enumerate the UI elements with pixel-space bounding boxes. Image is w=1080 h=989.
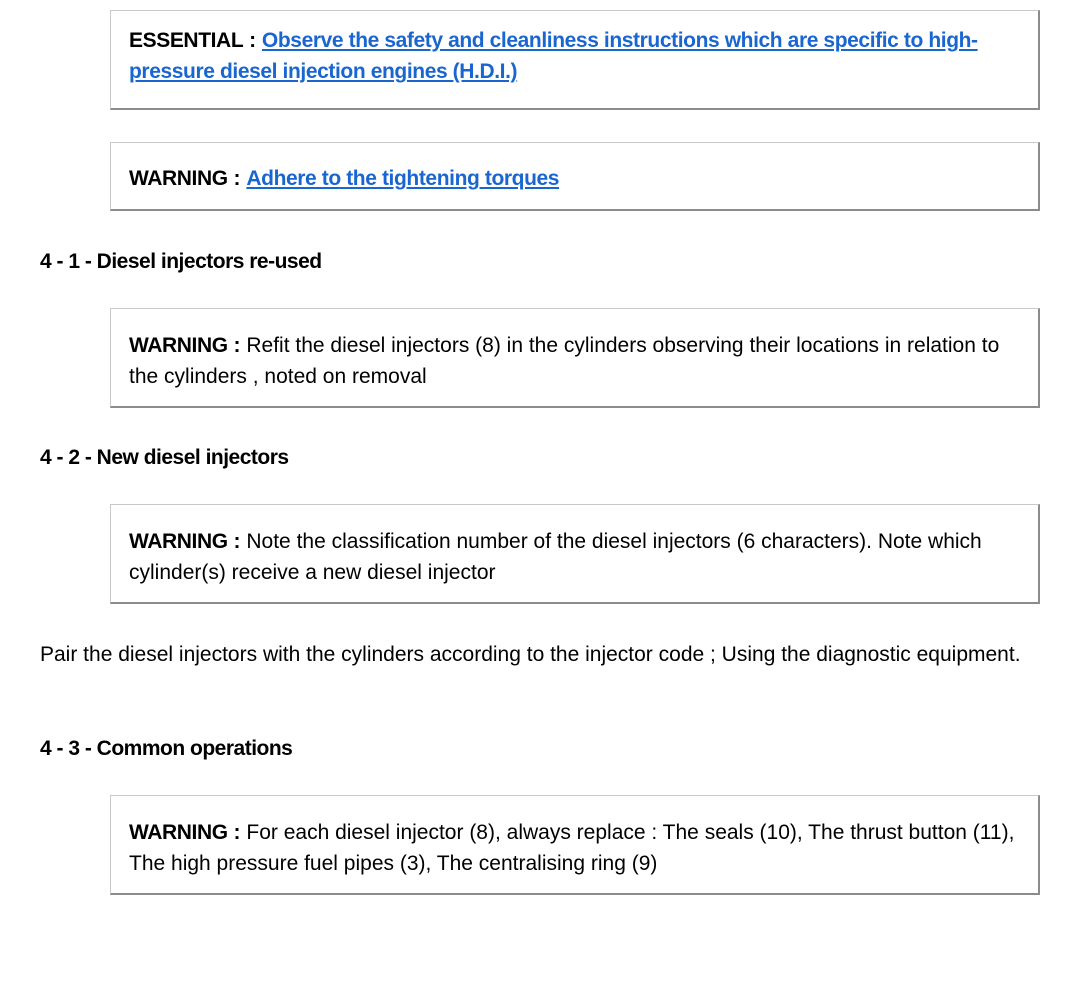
common-warning-separator: : <box>227 821 247 844</box>
common-operations-warning <box>110 795 1040 895</box>
new-warning-separator: : <box>227 530 247 553</box>
new-warning-text: Note the classification number of the diesel injectors (6 characters). Note which cylinder(s) receive a new diesel injector <box>129 530 982 584</box>
common-warning-label: WARNING <box>129 821 228 844</box>
reused-injectors-warning <box>110 308 1040 408</box>
torques-warning-label: WARNING <box>129 167 228 190</box>
essential-notice <box>110 10 1040 110</box>
new-warning-label: WARNING <box>129 530 228 553</box>
section-heading-common: 4 - 3 - Common operations <box>40 737 293 760</box>
essential-label: ESSENTIAL <box>129 29 244 52</box>
safety-instructions-link[interactable]: Observe the safety and cleanliness instructions which are specific to high-pressure diesel injection engines (H.D.I.) <box>129 29 978 83</box>
reused-warning-text: Refit the diesel injectors (8) in the cylinders observing their locations in relation to the cylinders , noted on removal <box>129 334 1000 388</box>
reused-warning-label: WARNING <box>129 334 228 357</box>
pairing-instruction: Pair the diesel injectors with the cylinders according to the injector code ; Using the diagnostic equipment. <box>40 643 1021 666</box>
common-warning-text: For each diesel injector (8), always replace : The seals (10), The thrust button (11), The high pressure fuel pipes (3), The centralising ring (9) <box>129 821 1015 875</box>
essential-separator: : <box>243 29 262 52</box>
section-heading-reused: 4 - 1 - Diesel injectors re-used <box>40 250 322 273</box>
torques-warning-separator: : <box>227 167 247 190</box>
torques-warning-notice <box>110 142 1040 211</box>
reused-warning-separator: : <box>227 334 247 357</box>
tightening-torques-link[interactable]: Adhere to the tightening torques <box>246 167 560 190</box>
section-heading-new: 4 - 2 - New diesel injectors <box>40 446 289 469</box>
new-injectors-warning <box>110 504 1040 604</box>
